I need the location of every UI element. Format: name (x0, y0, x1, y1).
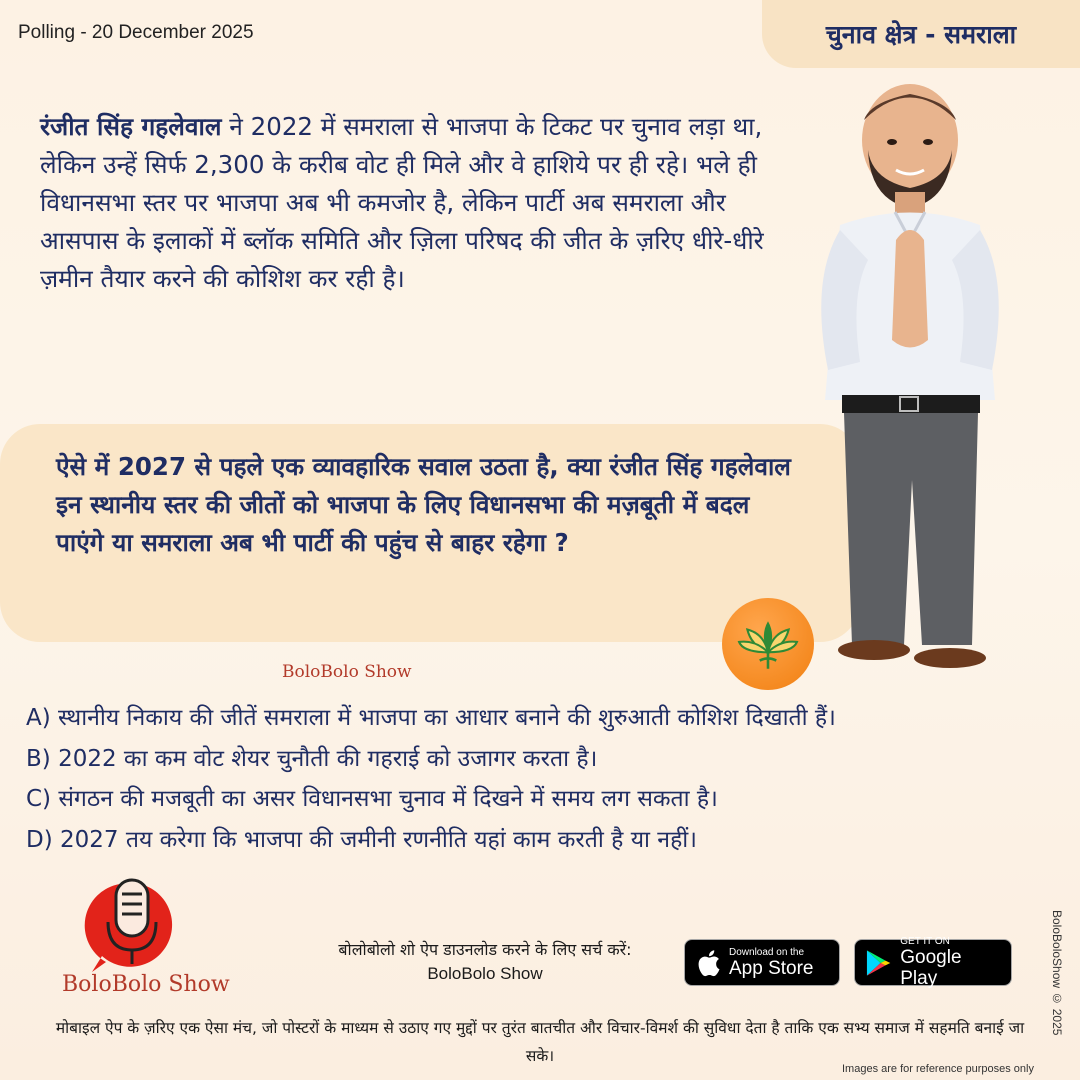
lotus-icon (722, 598, 814, 690)
candidate-name: रंजीत सिंह गहलेवाल (40, 112, 222, 141)
google-play-icon (865, 948, 892, 978)
option-c[interactable]: C) संगठन की मजबूती का असर विधानसभा चुनाव में दिखने में समय लग सकता है। (26, 786, 718, 812)
appstore-small-label: Download on the (729, 946, 805, 958)
googleplay-big-label: Google Play (900, 947, 962, 989)
app-store-button[interactable] (684, 939, 840, 986)
search-term: BoloBolo Show (427, 964, 543, 983)
search-prompt: बोलोबोलो शो ऐप डाउनलोड करने के लिए सर्च करें: (338, 940, 632, 959)
disclaimer: Images are for reference purposes only (842, 1063, 1034, 1075)
footer-description: मोबाइल ऐप के ज़रिए एक ऐसा मंच, जो पोस्टरों के माध्यम से उठाए गए मुद्दों पर तुरंत बातचीत और विचार-विमर्श की सुविधा देता है ताकि एक सभ्य समाज में सहमति बनाई जा सके। (55, 1019, 1025, 1065)
copyright: BoloBoloShow © 2025 (1050, 910, 1064, 1036)
apple-icon (695, 948, 721, 978)
watermark: BoloBolo Show (282, 662, 412, 682)
intro-paragraph (40, 108, 800, 298)
googleplay-small-label: GET IT ON (900, 936, 950, 947)
option-d[interactable]: D) 2027 तय करेगा कि भाजपा की जमीनी रणनीति यहां काम करती है या नहीं। (26, 826, 697, 853)
brand-logo-text: BoloBolo Show (62, 972, 230, 997)
constituency-tab: चुनाव क्षेत्र - समराला (762, 0, 1080, 68)
person-namaste-illustration (800, 80, 1020, 680)
options-list (26, 698, 1076, 860)
question-text: ऐसे में 2027 से पहले एक व्यावहारिक सवाल उठता है, क्या रंजीत सिंह गहलेवाल इन स्थानीय स्तर की जीतों को भाजपा के लिए विधानसभा की मज़बूती में बदल पाएंगे या समराला अब भी पार्टी की पहुंच से बाहर रहेगा ? (56, 452, 791, 557)
option-a[interactable]: A) स्थानीय निकाय की जीतें समराला में भाजपा का आधार बनाने की शुरुआती कोशिश दिखाती हैं। (26, 705, 836, 731)
option-b[interactable]: B) 2022 का कम वोट शेयर चुनौती की गहराई को उजागर करता है। (26, 745, 598, 772)
intro-text: ने 2022 में समराला से भाजपा के टिकट पर चुनाव लड़ा था, लेकिन उन्हें सिर्फ 2,300 के करीब वोट ही मिले और वे हाशिये पर ही रहे। भले ही विधानसभा स्तर पर भाजपा अब भी कमजोर है, लेकिन पार्टी अब समराला और आसपास के इलाकों में ब्लॉक समिति और ज़िला परिषद की जीत के ज़रिए धीरे-धीरे ज़मीन तैयार करने की कोशिश कर रही है। (40, 112, 764, 293)
google-play-button[interactable] (854, 936, 1012, 989)
polling-date: Polling - 20 December 2025 (18, 22, 254, 43)
appstore-big-label: App Store (729, 957, 814, 979)
